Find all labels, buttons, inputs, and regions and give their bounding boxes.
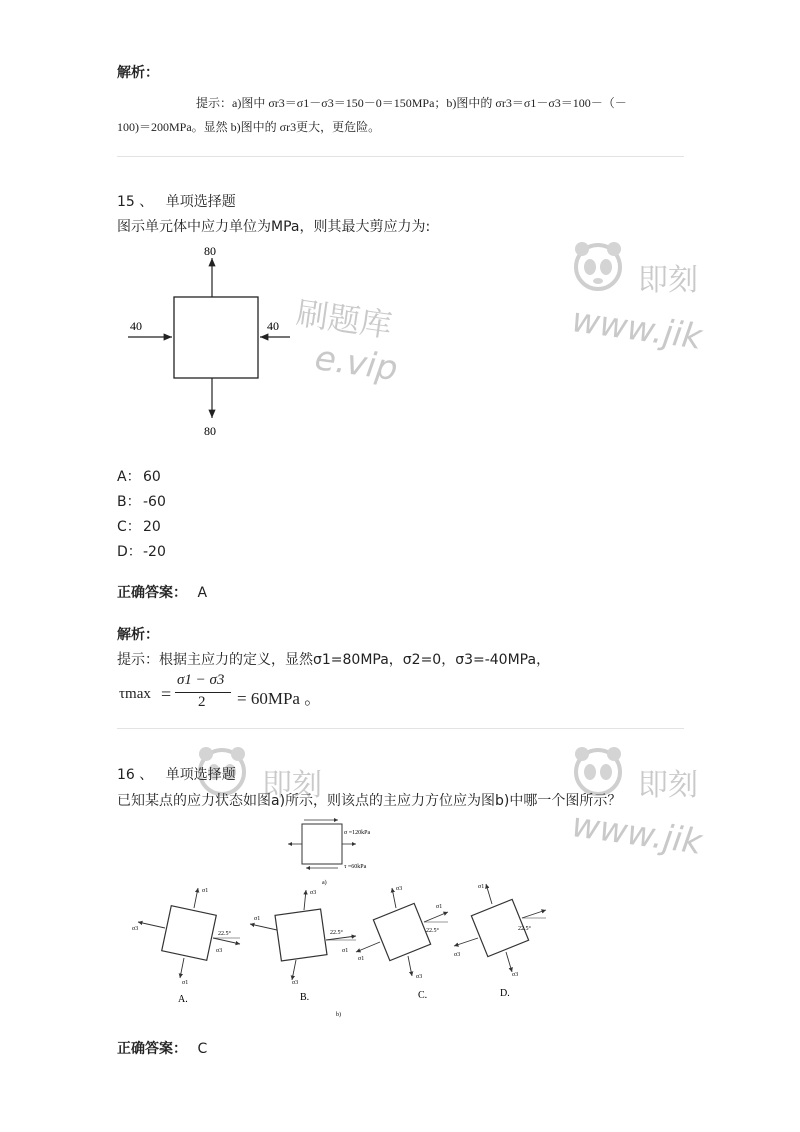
q16-choice-b-diagram[interactable] [250, 890, 356, 1003]
sigma3-label: σ3 [396, 886, 403, 892]
q15-option-a[interactable] [117, 468, 161, 486]
q16-choice-c-diagram[interactable] [356, 886, 448, 1001]
sigma1-label: σ1 [358, 956, 365, 962]
label-left: 40 [130, 319, 142, 333]
choice-d-label: D. [500, 988, 510, 999]
sigma3-label: σ3 [416, 974, 423, 980]
answer-label: 正确答案： [117, 1041, 187, 1057]
q15-formula [117, 672, 377, 712]
sigma3-label: σ3 [132, 926, 139, 932]
q16-stem: 已知某点的应力状态如图a)所示，则该点的主应力方位应为图b)中哪一个图所示？ [117, 793, 622, 809]
q15-option-c[interactable] [117, 518, 161, 536]
divider [117, 156, 684, 157]
q15-header [117, 193, 236, 211]
angle-label: 22.5° [426, 928, 439, 934]
formula-result: = 60MPa 。 [237, 689, 322, 708]
watermark-brand-lower-right: 即刻 [638, 768, 698, 803]
watermark-panda-icon [572, 237, 624, 303]
sigma3-label: σ3 [454, 952, 461, 958]
q16-answer [117, 1040, 207, 1058]
q15-number: 15 、 [117, 194, 154, 210]
fig-b-caption: b) [336, 1012, 341, 1018]
fig-a-sigma-label: σ =120kPa [344, 830, 371, 836]
divider [117, 728, 684, 729]
label-bottom: 80 [204, 424, 216, 438]
sigma3-label: σ3 [216, 948, 223, 954]
watermark-brand-right: 即刻 [638, 263, 698, 298]
sigma3-label: σ3 [512, 972, 519, 978]
label-top: 80 [204, 244, 216, 258]
formula-numerator: σ1 − σ3 [177, 672, 225, 688]
fig-a-square [302, 824, 342, 864]
fig-a-caption: a) [322, 880, 327, 886]
sigma1-label: σ1 [478, 884, 485, 890]
formula-bar [175, 692, 231, 693]
q16-type: 单项选择题 [165, 767, 236, 783]
option-value: -20 [143, 544, 166, 560]
option-letter: D： [117, 544, 142, 560]
watermark-brand-mid: 刷题库 [293, 293, 395, 345]
prev-hint-line2: 100)＝200MPa。显然 b)图中的 σr3更大，更危险。 [117, 120, 381, 134]
sigma1-label: σ1 [436, 904, 443, 910]
sigma1-label: σ1 [202, 888, 209, 894]
answer-value: A [197, 585, 208, 601]
q15-analysis-label: 解析： [117, 627, 159, 643]
answer-value: C [197, 1041, 208, 1057]
q16-number: 16 、 [117, 767, 154, 783]
option-letter: C： [117, 519, 141, 535]
q16-figure-b [120, 880, 550, 1020]
q15-stem: 图示单元体中应力单位为MPa，则其最大剪应力为: [117, 219, 431, 235]
sigma1-label: σ1 [342, 948, 349, 954]
sigma1-label: σ1 [254, 916, 261, 922]
watermark-brand-lower-mid: 即刻 [262, 768, 322, 803]
q16-header [117, 766, 236, 784]
choice-c-label: C. [418, 990, 428, 1001]
label-right: 40 [267, 319, 279, 333]
q16-choice-a-diagram[interactable] [132, 888, 240, 1005]
option-letter: B： [117, 494, 141, 510]
q15-stress-element-figure [120, 240, 300, 438]
answer-label: 正确答案： [117, 585, 187, 601]
sigma3-label: σ3 [292, 980, 299, 986]
option-letter: A： [117, 469, 141, 485]
choice-a-label: A. [178, 994, 188, 1005]
sigma1-label: σ1 [182, 980, 189, 986]
watermark-url-lower-right: www.jik [569, 805, 705, 863]
q15-option-d[interactable] [117, 543, 166, 561]
choice-b-label: B. [300, 992, 310, 1003]
prev-analysis-label: 解析： [117, 65, 159, 81]
angle-label: 22.5° [218, 931, 231, 937]
prev-hint-line1: 提示：a)图中 σr3＝σ1－σ3＝150－0＝150MPa；b)图中的 σr3＝σ1－σ3＝100－（－ [196, 96, 627, 110]
formula-denominator: 2 [198, 694, 206, 710]
sigma3-label: σ3 [310, 890, 317, 896]
q15-answer [117, 584, 207, 602]
formula-lhs: τmax [119, 686, 151, 702]
q15-option-b[interactable] [117, 493, 166, 511]
q16-figure-a [280, 810, 410, 890]
watermark-url-right: www.jik [569, 300, 705, 358]
option-value: 60 [143, 469, 161, 485]
q15-hint: 提示：根据主应力的定义，显然σ1=80MPa，σ2=0，σ3=-40MPa， [117, 652, 551, 668]
q15-type: 单项选择题 [165, 194, 236, 210]
angle-label: 22.5° [330, 930, 343, 936]
option-value: -60 [143, 494, 166, 510]
watermark-url-mid: e.vip [312, 338, 401, 390]
element-square [174, 297, 258, 378]
formula-equals: = [161, 684, 172, 704]
fig-a-tau-label: τ =60kPa [344, 864, 367, 870]
angle-label: 22.5° [518, 926, 531, 932]
q16-choice-d-diagram[interactable] [454, 884, 546, 999]
option-value: 20 [143, 519, 161, 535]
